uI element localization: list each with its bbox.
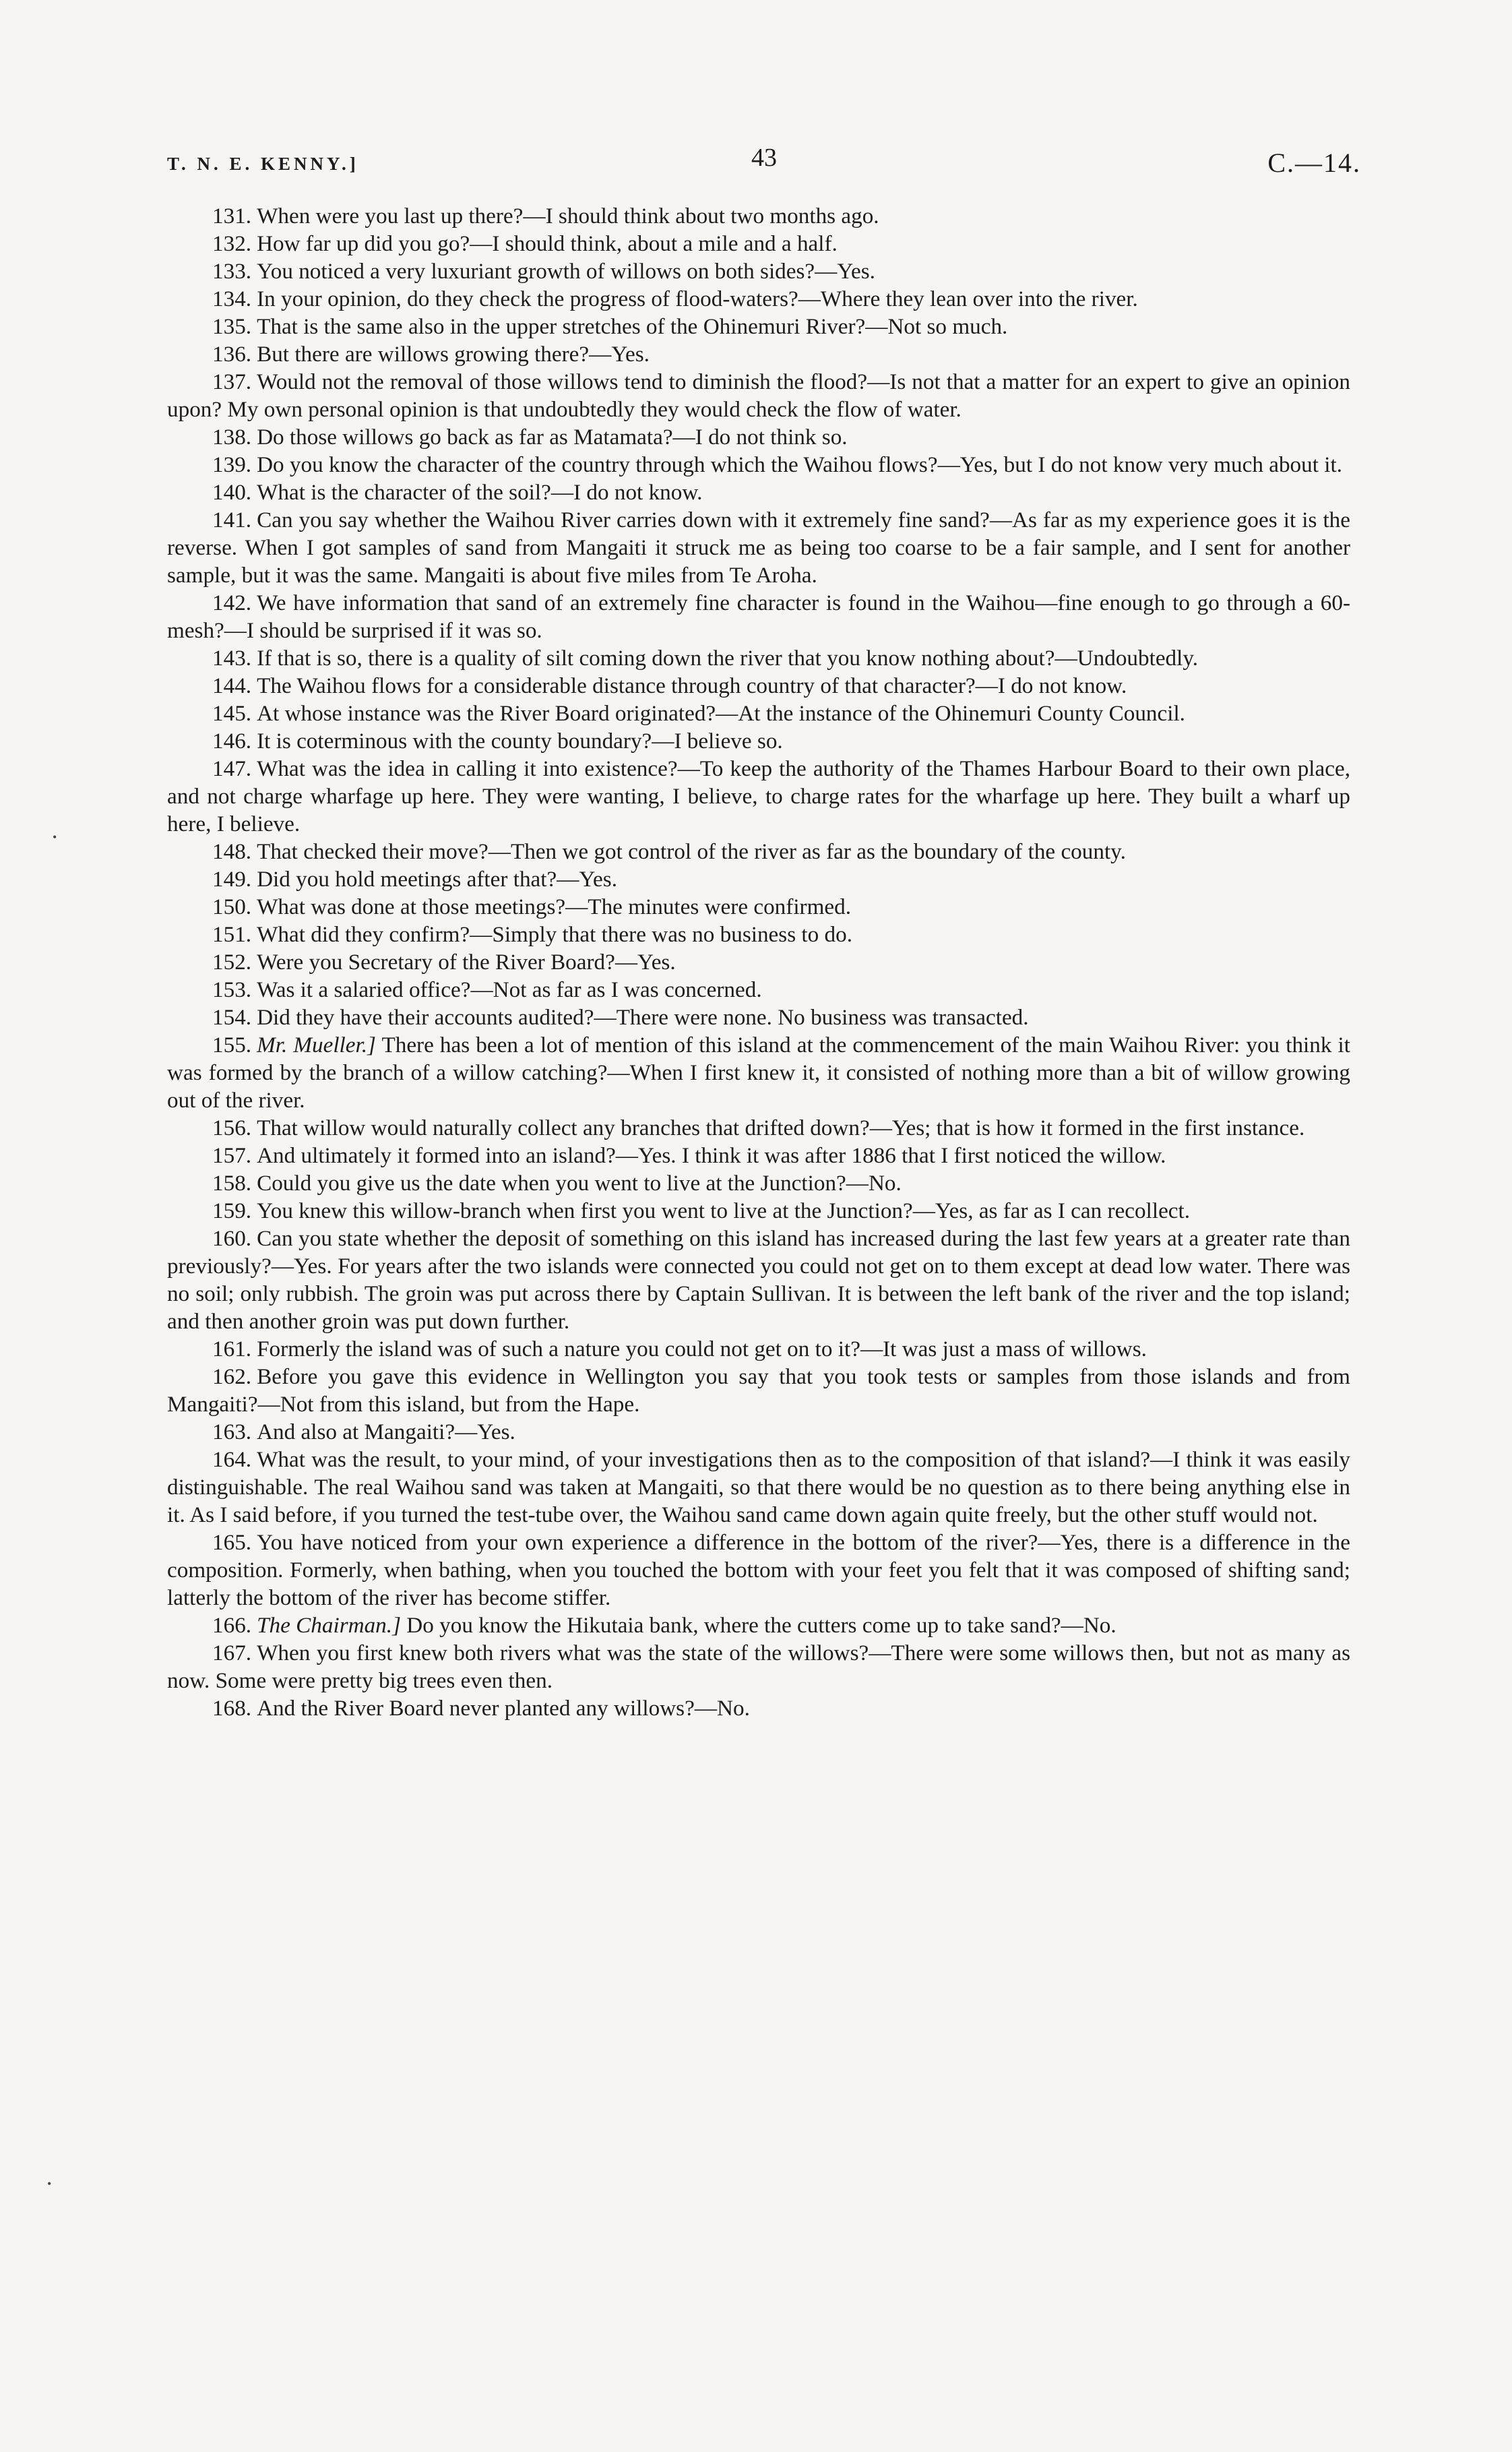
question-number: 135. [212, 314, 252, 339]
question-number: 151. [212, 922, 252, 947]
question-number: 145. [212, 701, 252, 726]
question-answer-text: What was the idea in calling it into existence?—To keep the authority of the Thames Harbour Board to their own place, and not charge wharfage up here. They were wanting, I believe, to charge rates for the wharfage up here. They built a wharf up here, I believe. [167, 756, 1350, 836]
question-answer-text: Do you know the Hikutaia bank, where the cutters come up to take sand?—No. [406, 1613, 1116, 1638]
question-number: 149. [212, 867, 252, 892]
question-answer-text: What did they confirm?—Simply that there was no business to do. [257, 922, 853, 947]
question-answer-text: That is the same also in the upper stretches of the Ohinemuri River?—Not so much. [257, 314, 1008, 339]
question-149 [167, 865, 1350, 893]
question-number: 167. [212, 1641, 252, 1665]
question-145 [167, 700, 1350, 727]
question-number: 157. [212, 1143, 252, 1168]
question-number: 133. [212, 259, 252, 284]
question-number: 139. [212, 452, 252, 477]
document-reference: C.—14. [1267, 148, 1361, 178]
question-answer-text: Could you give us the date when you went to live at the Junction?—No. [257, 1171, 902, 1196]
question-answer-text: What was the result, to your mind, of your investigations then as to the composition of that island?—I think it was easily distinguishable. The real Waihou sand was taken at Mangaiti, so that there would be no question as to there being anything else in it. As I said before, if you turned the test-tube over, the Waihou sand came down again quite freely, but the other stuff would not. [167, 1447, 1350, 1527]
question-162 [167, 1363, 1350, 1418]
question-answer-text: That willow would naturally collect any branches that drifted down?—Yes; that is how it formed in the first instance. [257, 1115, 1305, 1140]
question-answer-text: If that is so, there is a quality of silt coming down the river that you know nothing about?—Undoubtedly. [257, 646, 1199, 671]
question-answer-text: And the River Board never planted any willows?—No. [257, 1696, 750, 1721]
question-answer-text: There has been a lot of mention of this island at the commencement of the main Waihou River: you think it was formed by the branch of a willow catching?—When I first knew it, it consisted of nothing more than a bit of willow growing out of the river. [167, 1033, 1350, 1113]
question-number: 148. [212, 839, 252, 864]
question-number: 132. [212, 231, 252, 256]
question-137 [167, 368, 1350, 423]
question-134 [167, 285, 1350, 313]
question-152 [167, 948, 1350, 976]
question-number: 159. [212, 1198, 252, 1223]
question-answer-text: Would not the removal of those willows tend to diminish the flood?—Is not that a matter for an expert to give an opinion upon? My own personal opinion is that undoubtedly they would check the flow of water. [167, 369, 1350, 422]
question-133 [167, 257, 1350, 285]
margin-mark: • [53, 830, 57, 844]
question-number: 164. [212, 1447, 252, 1472]
question-answer-text: Do you know the character of the country through which the Waihou flows?—Yes, but I do not know very much about it. [257, 452, 1342, 477]
question-answer-text: And ultimately it formed into an island?—Yes. I think it was after 1886 that I first noticed the willow. [257, 1143, 1166, 1168]
question-answer-text: The Waihou flows for a considerable distance through country of that character?—I do not know. [257, 673, 1127, 698]
question-answer-text: When you first knew both rivers what was the state of the willows?—There were some willows then, but not as many as now. Some were pretty big trees even then. [167, 1641, 1350, 1693]
question-number: 158. [212, 1171, 252, 1196]
question-answer-text: Can you state whether the deposit of something on this island has increased during the last few years at a greater rate than previously?—Yes. For years after the two islands were connected you could not get on to them except at dead low water. There was no soil; only rubbish. The groin was put across there by Captain Sullivan. It is between the left bank of the river and the top island; and then another groin was put down further. [167, 1226, 1350, 1334]
question-140 [167, 479, 1350, 506]
question-number: 161. [212, 1337, 252, 1361]
question-156 [167, 1114, 1350, 1142]
question-number: 155. [212, 1033, 252, 1058]
question-167 [167, 1639, 1350, 1694]
question-answer-text: When were you last up there?—I should think about two months ago. [257, 204, 879, 228]
question-number: 136. [212, 342, 252, 367]
question-answer-text: What was done at those meetings?—The minutes were confirmed. [257, 894, 852, 919]
question-answer-text: It is coterminous with the county boundary?—I believe so. [257, 729, 783, 754]
page-number: 43 [751, 144, 777, 172]
question-132 [167, 230, 1350, 257]
question-answer-text: You noticed a very luxuriant growth of willows on both sides?—Yes. [257, 259, 875, 284]
question-number: 146. [212, 729, 252, 754]
question-135 [167, 313, 1350, 340]
question-answer-text: And also at Mangaiti?—Yes. [257, 1419, 515, 1444]
margin-mark: • [47, 2177, 52, 2190]
question-answer-text: Was it a salaried office?—Not as far as I was concerned. [257, 977, 762, 1002]
question-number: 131. [212, 204, 252, 228]
question-165 [167, 1529, 1350, 1612]
question-answer-text: Did they have their accounts audited?—There were none. No business was transacted. [257, 1005, 1029, 1030]
question-answer-text: You knew this willow-branch when first you went to live at the Junction?—Yes, as far as I can recollect. [257, 1198, 1191, 1223]
question-number: 162. [212, 1364, 252, 1389]
question-164 [167, 1446, 1350, 1529]
question-146 [167, 727, 1350, 755]
witness-name: T. N. E. KENNY.] [167, 154, 359, 174]
question-148 [167, 838, 1350, 865]
question-144 [167, 672, 1350, 700]
question-number: 140. [212, 480, 252, 505]
question-number: 168. [212, 1696, 252, 1721]
question-answer-text: At whose instance was the River Board originated?—At the instance of the Ohinemuri County Council. [257, 701, 1185, 726]
question-number: 134. [212, 286, 252, 311]
speaker-name: Mr. Mueller.] [257, 1033, 376, 1058]
question-number: 153. [212, 977, 252, 1002]
question-answer-text: But there are willows growing there?—Yes. [257, 342, 650, 367]
question-number: 138. [212, 425, 252, 450]
question-161 [167, 1335, 1350, 1363]
question-159 [167, 1197, 1350, 1225]
question-answer-text: Were you Secretary of the River Board?—Yes. [257, 950, 676, 975]
question-number: 144. [212, 673, 252, 698]
evidence-text [167, 202, 1350, 1722]
page-header [167, 143, 1361, 183]
question-166 [167, 1612, 1350, 1639]
question-answer-text: Can you say whether the Waihou River carries down with it extremely fine sand?—As far as my experience goes it is the reverse. When I got samples of sand from Mangaiti it struck me as being too coarse to be a fair sample, and I sent for another sample, but it was the same. Mangaiti is about five miles from Te Aroha. [167, 508, 1350, 588]
question-answer-text: Do those willows go back as far as Matamata?—I do not think so. [257, 425, 848, 450]
question-153 [167, 976, 1350, 1004]
question-number: 137. [212, 369, 252, 394]
question-answer-text: Before you gave this evidence in Wellington you say that you took tests or samples from those islands and from Mangaiti?—Not from this island, but from the Hape. [167, 1364, 1350, 1417]
question-answer-text: That checked their move?—Then we got control of the river as far as the boundary of the county. [257, 839, 1126, 864]
question-151 [167, 921, 1350, 948]
question-160 [167, 1225, 1350, 1335]
question-number: 147. [212, 756, 252, 781]
question-number: 165. [212, 1530, 252, 1555]
question-131 [167, 202, 1350, 230]
question-138 [167, 423, 1350, 451]
question-141 [167, 506, 1350, 589]
question-number: 150. [212, 894, 252, 919]
question-answer-text: How far up did you go?—I should think, about a mile and a half. [257, 231, 838, 256]
question-143 [167, 644, 1350, 672]
question-answer-text: What is the character of the soil?—I do not know. [257, 480, 703, 505]
question-number: 141. [212, 508, 252, 532]
question-answer-text: We have information that sand of an extremely fine character is found in the Waihou—fine enough to go through a 60-mesh?—I should be surprised if it was so. [167, 590, 1350, 643]
question-number: 142. [212, 590, 252, 615]
question-answer-text: In your opinion, do they check the progress of flood-waters?—Where they lean over into the river. [257, 286, 1138, 311]
question-154 [167, 1004, 1350, 1031]
question-number: 163. [212, 1419, 252, 1444]
question-number: 166. [212, 1613, 252, 1638]
question-number: 152. [212, 950, 252, 975]
question-answer-text: Formerly the island was of such a nature you could not get on to it?—It was just a mass of willows. [257, 1337, 1147, 1361]
question-number: 154. [212, 1005, 252, 1030]
question-157 [167, 1142, 1350, 1169]
question-158 [167, 1169, 1350, 1197]
question-168 [167, 1694, 1350, 1722]
question-number: 160. [212, 1226, 252, 1251]
question-147 [167, 755, 1350, 838]
question-155 [167, 1031, 1350, 1114]
question-answer-text: Did you hold meetings after that?—Yes. [257, 867, 617, 892]
question-142 [167, 589, 1350, 644]
question-answer-text: You have noticed from your own experience a difference in the bottom of the river?—Yes, there is a difference in the composition. Formerly, when bathing, when you touched the bottom with your feet you felt that it was composed of shifting sand; latterly the bottom of the river has become stiffer. [167, 1530, 1350, 1610]
question-number: 143. [212, 646, 252, 671]
speaker-name: The Chairman.] [257, 1613, 401, 1638]
question-163 [167, 1418, 1350, 1446]
question-136 [167, 340, 1350, 368]
question-139 [167, 451, 1350, 479]
question-150 [167, 893, 1350, 921]
question-number: 156. [212, 1115, 252, 1140]
